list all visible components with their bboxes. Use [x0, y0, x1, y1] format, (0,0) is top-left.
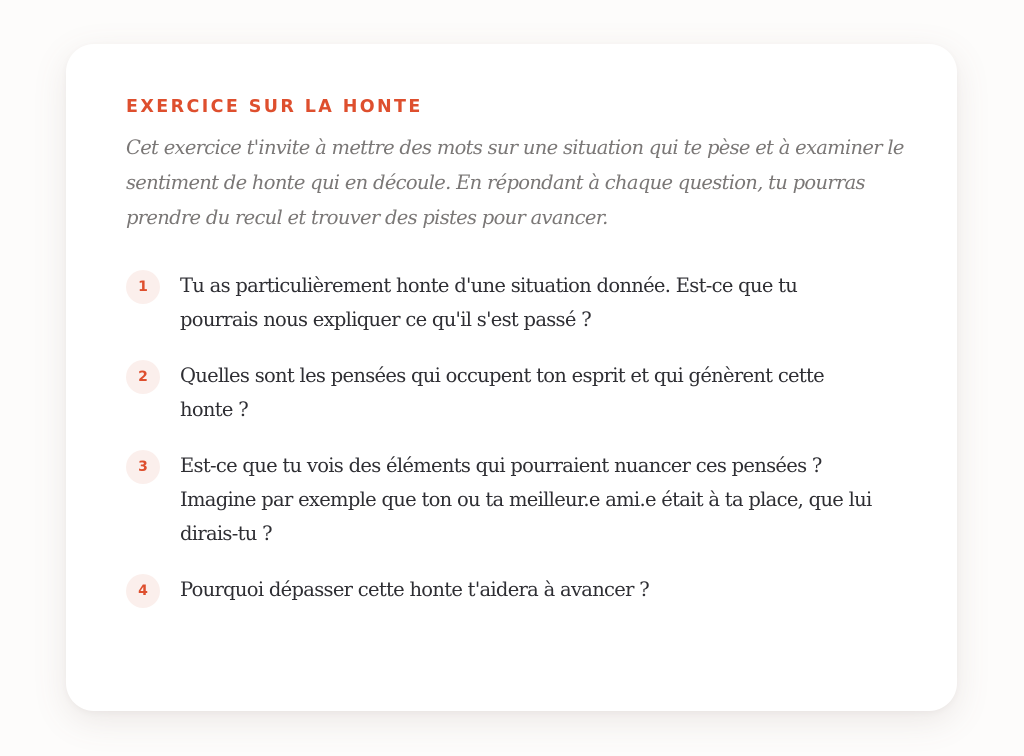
- question-item: [126, 269, 897, 337]
- question-text: Quelles sont les pensées qui occupent ton esprit et qui génèrent cette honte ?: [180, 364, 824, 421]
- question-number-badge: 4: [126, 574, 160, 608]
- question-text: Est-ce que tu vois des éléments qui pourraient nuancer ces pensées ? Imagine par exemple que ton ou ta meilleur.e ami.e était à ta place, que lui dirais-tu ?: [180, 454, 872, 545]
- exercise-card: [66, 44, 957, 711]
- exercise-kicker-title: EXERCICE SUR LA HONTE: [126, 97, 423, 117]
- question-number-badge: 1: [126, 270, 160, 304]
- question-number-badge: 3: [126, 450, 160, 484]
- question-number-badge: 2: [126, 360, 160, 394]
- question-text: Tu as particulièrement honte d'une situation donnée. Est-ce que tu pourrais nous expliquer ce qu'il s'est passé ?: [180, 274, 798, 331]
- question-list: [126, 269, 897, 608]
- question-text: Pourquoi dépasser cette honte t'aidera à avancer ?: [180, 578, 649, 601]
- question-item: [126, 449, 897, 551]
- question-item: [126, 359, 897, 427]
- question-item: [126, 573, 897, 608]
- exercise-intro: Cet exercice t'invite à mettre des mots sur une situation qui te pèse et à examiner le sentiment de honte qui en découle. En répondant à chaque question, tu pourras prendre du recul et trouver des pistes pour avancer.: [126, 136, 904, 229]
